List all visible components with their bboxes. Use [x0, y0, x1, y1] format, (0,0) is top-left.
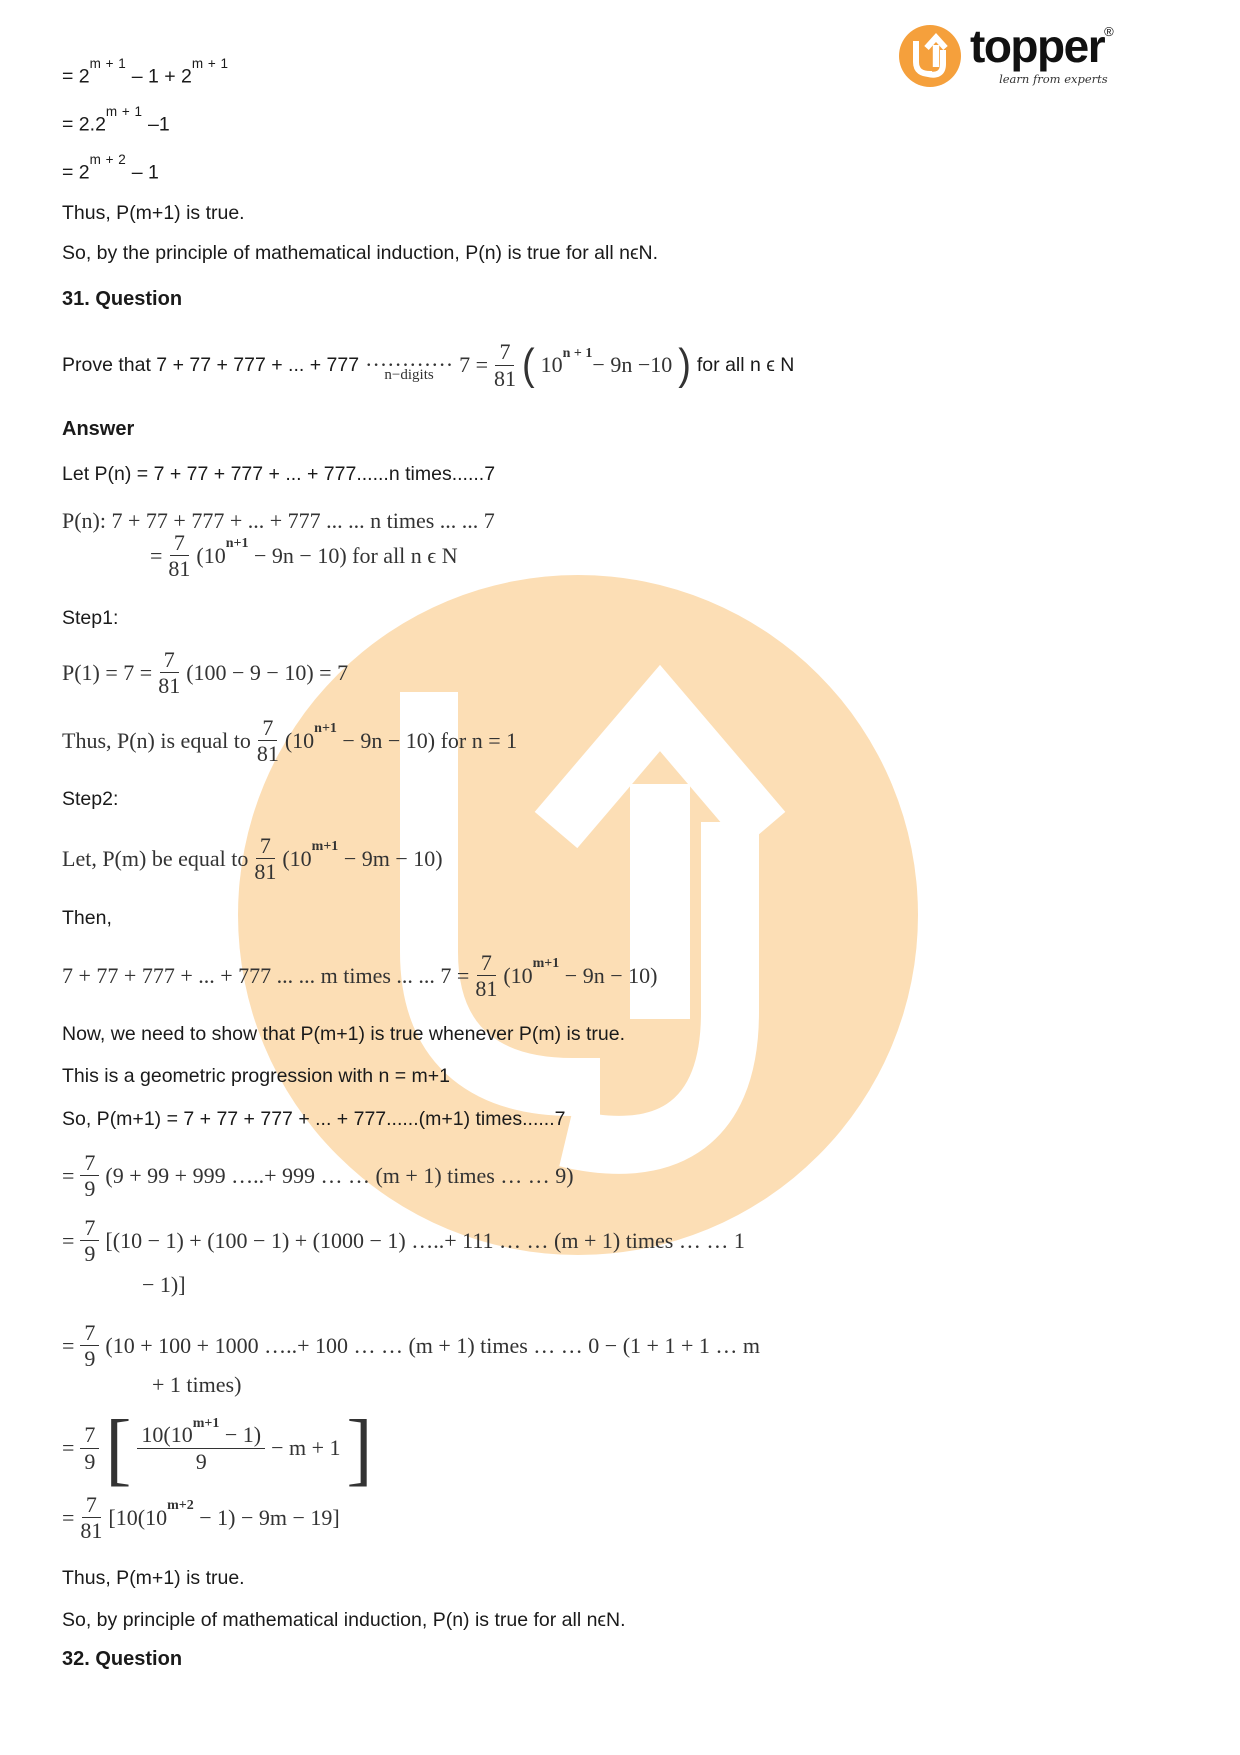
- question-31-formula: Prove that 7 + 77 + 777 + ... + 777 ………… n−digits 7 = $\frac{7}{81}$ ( $10^{n + 1}- 9n -10$ ) for all n ϵ N: [62, 339, 795, 391]
- expansion-equation-1: = $\frac{7}{9}$ (9 + 99 + 999 …..+ 999 … … (m + 1) times … … 9): [62, 1150, 574, 1202]
- expansion-equation-3-cont: + 1 times): [152, 1372, 242, 1397]
- brand-logo: [898, 20, 1114, 88]
- n-digits-underbrace: ………… n−digits: [365, 345, 454, 383]
- fraction-7-81: $\frac{7}{81}$: [254, 833, 277, 885]
- brand-name: topper: [970, 20, 1105, 72]
- answer-heading: Answer: [62, 418, 135, 440]
- expansion-equation-3: = $\frac{7}{9}$ (10 + 100 + 1000 …..+ 100 … … (m + 1) times … … 0 − (1 + 1 + 1 … m: [62, 1320, 760, 1372]
- formula-prefix: Prove that 7 + 77 + 777 + ... + 777: [62, 354, 360, 376]
- gp-statement: This is a geometric progression with n = m+1: [62, 1065, 451, 1087]
- brand-tagline: learn from experts: [999, 71, 1108, 86]
- pn-definition-line2: = $\frac{7}{81}$ $(10^{n+1} - 9n - 10)$ for all n ϵ N: [150, 530, 458, 582]
- fraction-7-81: $\frac{7}{81}$: [168, 530, 191, 582]
- fraction-7-9: $\frac{7}{9}$: [80, 1321, 99, 1370]
- fraction-7-9: $\frac{7}{9}$: [80, 1423, 99, 1472]
- let-pn-line: Let P(n) = 7 + 77 + 777 + ... + 777......n times......7: [62, 463, 496, 485]
- p1-equation: P(1) = 7 = $\frac{7}{81}$ (100 − 9 − 10) = 7: [62, 647, 349, 699]
- thus-pn-equation: Thus, P(n) is equal to $\frac{7}{81}$ $(10^{n+1} - 9n - 10)$ for n = 1: [62, 715, 518, 767]
- fraction-7-81: $\frac{7}{81}$: [256, 715, 279, 767]
- fraction-7-81: $\frac{7}{81}$: [80, 1492, 103, 1544]
- expansion-equation-2: = $\frac{7}{9}$ [(10 − 1) + (100 − 1) + (1000 − 1) …..+ 111 … … (m + 1) times … … 1: [62, 1215, 745, 1267]
- question-31-heading: 31. Question: [62, 288, 183, 310]
- pn-definition-line1: P(n): 7 + 77 + 777 + ... + 777 ... ... n times ... ... 7: [62, 508, 495, 533]
- equation-line: = $2^{m + 1} - 1 + 2^{m + 1}$: [62, 56, 229, 88]
- thus-final-statement: Thus, P(m+1) is true.: [62, 1567, 245, 1589]
- final-simplified-equation: = $\frac{7}{81}$ $[10(10^{m+2} - 1) - 9m - 19]$: [62, 1492, 340, 1544]
- equation-line: = $2.2^{m + 1}$ –1: [62, 104, 170, 136]
- bracket-equation: = $\frac{7}{9}$ [ $\frac{10(10^{m+1} - 1)}{9}$ − m + 1 ]: [62, 1401, 373, 1494]
- inner-fraction: $\frac{10(10^{m+1} - 1)}{9}$: [137, 1423, 265, 1472]
- equation-line: = $2^{m + 2} - 1$: [62, 152, 159, 184]
- conclusion-final-statement: So, by principle of mathematical induction, P(n) is true for all nϵN.: [62, 1609, 626, 1631]
- registered-mark: ®: [1104, 23, 1114, 39]
- fraction-7-9: $\frac{7}{9}$: [80, 1216, 99, 1265]
- now-statement: Now, we need to show that P(m+1) is true whenever P(m) is true.: [62, 1023, 626, 1045]
- step2-label: Step2:: [62, 788, 119, 810]
- conclusion-statement: So, by the principle of mathematical induction, P(n) is true for all nϵN.: [62, 242, 659, 264]
- expansion-equation-2-cont: − 1)]: [142, 1272, 186, 1297]
- brand-badge-icon: [898, 24, 962, 88]
- so-pm1-statement: So, P(m+1) = 7 + 77 + 777 + ... + 777......(m+1) times......7: [62, 1108, 566, 1130]
- thus-statement: Thus, P(m+1) is true.: [62, 202, 245, 224]
- step1-label: Step1:: [62, 607, 119, 629]
- then-label: Then,: [62, 907, 112, 929]
- fraction-7-81: $\frac{7}{81}$: [475, 950, 498, 1002]
- fraction-7-81: $\frac{7}{81}$: [493, 339, 516, 391]
- question-32-heading: 32. Question: [62, 1648, 183, 1670]
- formula-suffix: for all n ϵ N: [696, 354, 795, 376]
- let-pm-equation: Let, P(m) be equal to $\frac{7}{81}$ $(10^{m+1} - 9m - 10)$: [62, 833, 443, 885]
- fraction-7-9: $\frac{7}{9}$: [80, 1151, 99, 1200]
- m-times-equation: 7 + 77 + 777 + ... + 777 ... ... m times ... ... 7 = $\frac{7}{81}$ $(10^{m+1} - 9n - 10)$: [62, 950, 658, 1002]
- fraction-7-81: $\frac{7}{81}$: [158, 647, 181, 699]
